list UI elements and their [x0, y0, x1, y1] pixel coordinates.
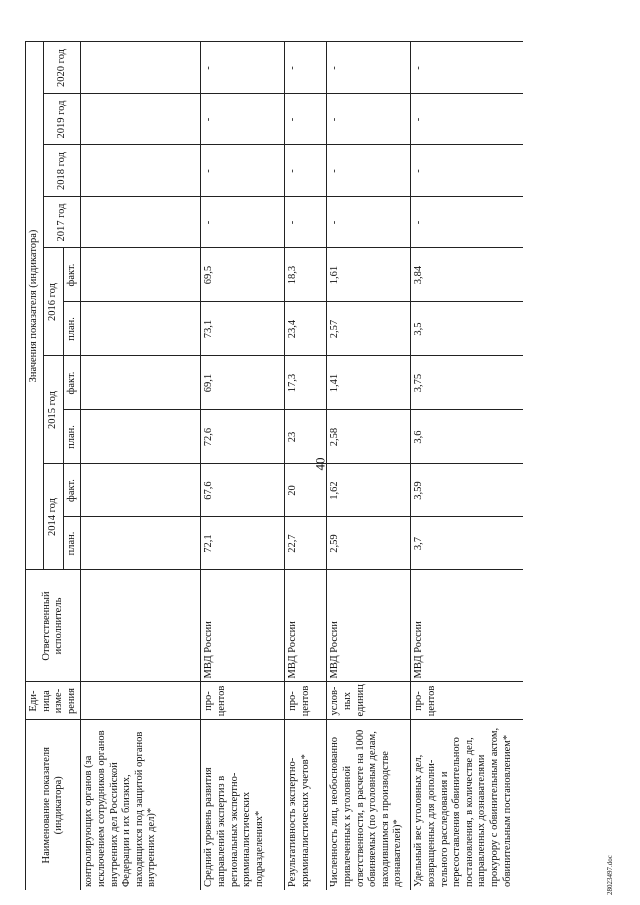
cell-2015-plan: 23 [285, 410, 327, 464]
table-row [81, 42, 201, 890]
row-name: Результативность экспертно-криминалистических учетов* [285, 720, 327, 890]
col-header-2019: 2019 год [43, 94, 81, 145]
page-number: 40 [312, 457, 327, 471]
cell-2017: - [411, 197, 523, 248]
cell-2015-fact: 69,1 [201, 356, 285, 410]
cell-2018: - [411, 145, 523, 197]
cell-2016-fact: 69,5 [201, 248, 285, 302]
col-header-2015: 2015 год [43, 356, 63, 464]
cell-2015-fact: 1,41 [327, 356, 411, 410]
cell-2020: - [201, 42, 285, 94]
rotated-table-container [0, 22, 550, 905]
col-header-2016-fact: факт. [63, 248, 81, 302]
row-name: контролирующих органов (за исключением сотрудников органов внутренних дел Российской Федерации и их близких, находящихся под защитой органов внутренних дел)* [81, 720, 201, 890]
col-header-2014: 2014 год [43, 464, 63, 570]
col-header-name: Наименование показателя (индикатора) [26, 720, 81, 890]
col-header-2016: 2016 год [43, 248, 63, 356]
indicator-table [25, 41, 523, 890]
row-executor [81, 570, 201, 682]
cell-2019: - [411, 94, 523, 145]
cell-2017 [81, 197, 201, 248]
cell-2016-plan: 73,1 [201, 302, 285, 356]
row-name: Средний уровень развития направлений экспертиз в региональных экспертно-криминалистических подразделениях* [201, 720, 285, 890]
row-unit [81, 682, 201, 720]
cell-2020: - [285, 42, 327, 94]
col-header-2017: 2017 год [43, 197, 81, 248]
row-unit: услов-ных единиц [327, 682, 411, 720]
col-header-2015-plan: план. [63, 410, 81, 464]
col-header-2018: 2018 год [43, 145, 81, 197]
col-header-unit: Еди-ница изме-рения [26, 682, 81, 720]
col-header-values: Значения показателя (индикатора) [26, 42, 44, 570]
cell-2016-plan [81, 302, 201, 356]
cell-2017: - [201, 197, 285, 248]
table-row [411, 42, 523, 890]
col-header-2016-plan: план. [63, 302, 81, 356]
cell-2014-plan: 3,7 [411, 517, 523, 570]
row-executor: МВД России [327, 570, 411, 682]
cell-2014-fact: 1,62 [327, 464, 411, 517]
col-header-2014-fact: факт. [63, 464, 81, 517]
document-footer: 28023497.doc [606, 855, 614, 895]
cell-2014-fact: 3,59 [411, 464, 523, 517]
cell-2018 [81, 145, 201, 197]
table-row [327, 42, 411, 890]
col-header-2020: 2020 год [43, 42, 81, 94]
cell-2019: - [285, 94, 327, 145]
cell-2019: - [201, 94, 285, 145]
cell-2016-plan: 2,57 [327, 302, 411, 356]
cell-2016-plan: 23,4 [285, 302, 327, 356]
row-unit: про-центов [285, 682, 327, 720]
row-unit: про-центов [201, 682, 285, 720]
cell-2018: - [201, 145, 285, 197]
cell-2016-plan: 3,5 [411, 302, 523, 356]
cell-2014-plan: 2,59 [327, 517, 411, 570]
col-header-executor: Ответственный исполнитель [26, 570, 81, 682]
cell-2018: - [327, 145, 411, 197]
cell-2014-plan: 22,7 [285, 517, 327, 570]
row-executor: МВД России [201, 570, 285, 682]
col-header-2014-plan: план. [63, 517, 81, 570]
cell-2018: - [285, 145, 327, 197]
cell-2015-fact [81, 356, 201, 410]
cell-2014-plan: 72,1 [201, 517, 285, 570]
cell-2016-fact: 18,3 [285, 248, 327, 302]
table-row [285, 42, 327, 890]
cell-2014-fact [81, 464, 201, 517]
col-header-2015-fact: факт. [63, 356, 81, 410]
cell-2020: - [327, 42, 411, 94]
cell-2019 [81, 94, 201, 145]
cell-2015-plan: 72,6 [201, 410, 285, 464]
row-name: Численность лиц, необоснованно привлеченных к уголовной ответственности, в расчете на 1000 обвиняемых (по уголовным делам, находившимся в производстве дознавателей)* [327, 720, 411, 890]
cell-2016-fact [81, 248, 201, 302]
cell-2015-fact: 17,3 [285, 356, 327, 410]
cell-2015-plan: 2,58 [327, 410, 411, 464]
cell-2020: - [411, 42, 523, 94]
cell-2014-fact: 20 [285, 464, 327, 517]
cell-2017: - [285, 197, 327, 248]
cell-2015-fact: 3,75 [411, 356, 523, 410]
cell-2014-plan [81, 517, 201, 570]
cell-2014-fact: 67,6 [201, 464, 285, 517]
table-row [201, 42, 285, 890]
cell-2020 [81, 42, 201, 94]
row-executor: МВД России [411, 570, 523, 682]
row-unit: про-центов [411, 682, 523, 720]
row-name: Удельный вес уголовных дел, возвращенных для дополни-тельного расследования и пересоставления обвинительного постановления, в количестве дел, направленных дознавателями прокурору с обвинительным актом, обвинительным постановлением* [411, 720, 523, 890]
cell-2019: - [327, 94, 411, 145]
cell-2016-fact: 3,84 [411, 248, 523, 302]
row-executor: МВД России [285, 570, 327, 682]
cell-2015-plan [81, 410, 201, 464]
cell-2017: - [327, 197, 411, 248]
cell-2016-fact: 1,61 [327, 248, 411, 302]
cell-2015-plan: 3,6 [411, 410, 523, 464]
